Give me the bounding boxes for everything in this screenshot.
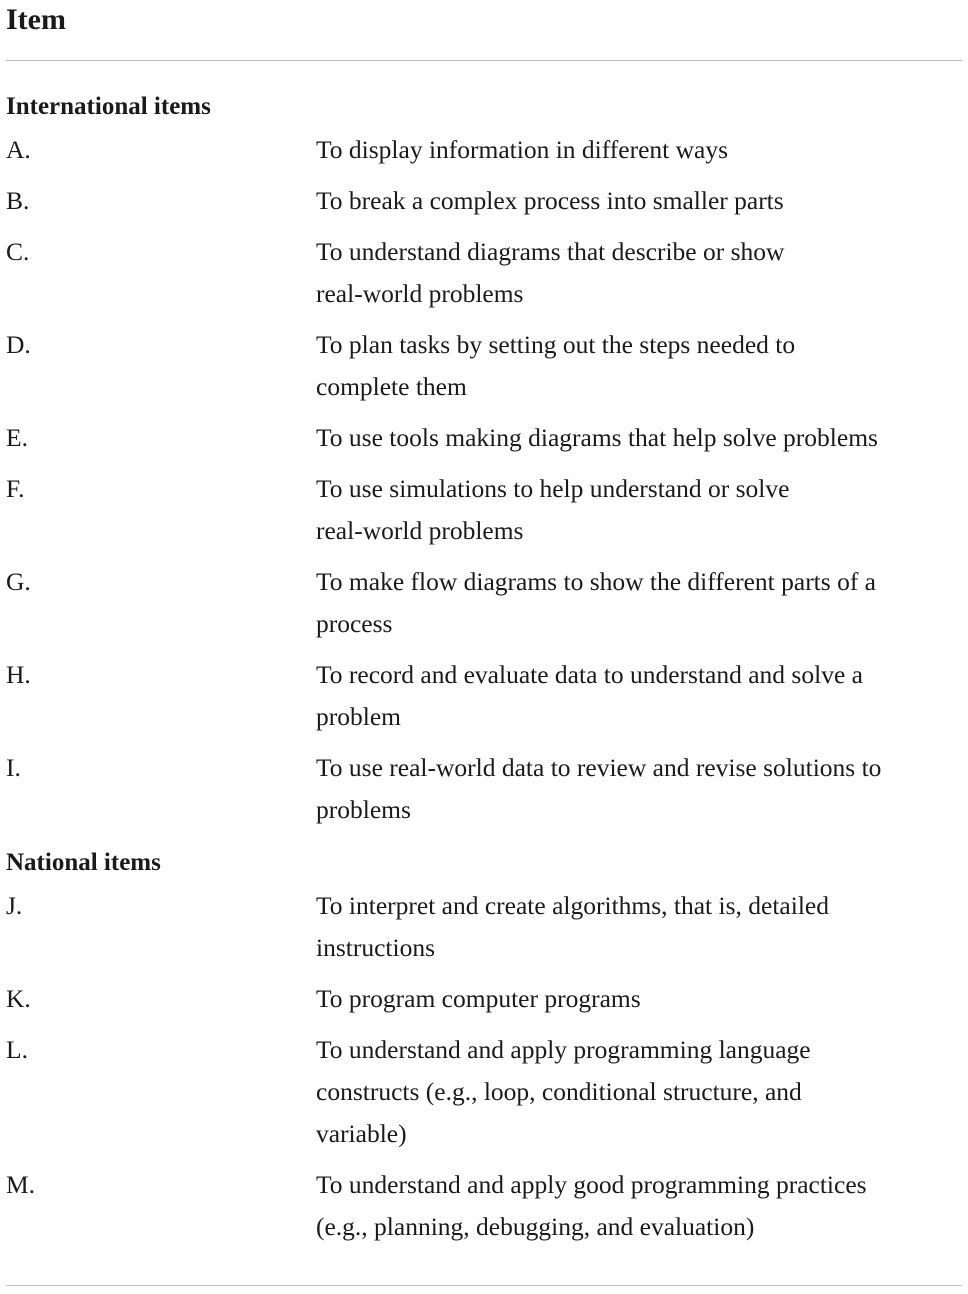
header-rule (6, 60, 962, 61)
description-line: To program computer programs (316, 984, 641, 1013)
table-row (6, 885, 962, 969)
item-code: F. (6, 474, 25, 503)
table-row (6, 231, 962, 315)
description-line: To use simulations to help understand or solve (316, 474, 790, 503)
item-code: M. (6, 1170, 36, 1199)
description-line: To break a complex process into smaller parts (316, 186, 784, 215)
item-code: G. (6, 567, 31, 596)
table-row (6, 1164, 962, 1248)
item-description (316, 180, 962, 222)
description-line: instructions (316, 933, 435, 962)
description-line: To use real-world data to review and revise solutions to (316, 753, 882, 782)
description-line: problem (316, 702, 401, 731)
description-line: To understand and apply programming language (316, 1035, 811, 1064)
table-row (6, 324, 962, 408)
description-line: To plan tasks by setting out the steps needed to (316, 330, 796, 359)
item-description (316, 1029, 962, 1155)
table-row (6, 468, 962, 552)
description-line: To display information in different ways (316, 135, 729, 164)
item-code: D. (6, 330, 31, 359)
item-code: L. (6, 1035, 28, 1064)
description-line: problems (316, 795, 411, 824)
item-code: H. (6, 660, 31, 689)
item-description (316, 885, 962, 969)
column-header-item: Item (6, 3, 66, 36)
item-description (316, 231, 962, 315)
description-line: To use tools making diagrams that help solve problems (316, 423, 878, 452)
description-line: (e.g., planning, debugging, and evaluation) (316, 1212, 755, 1241)
item-description (316, 978, 962, 1020)
table-row (6, 978, 962, 1020)
description-line: complete them (316, 372, 467, 401)
item-code: A. (6, 135, 31, 164)
table-row (6, 180, 962, 222)
footer-rule (6, 1285, 962, 1286)
table-row (6, 129, 962, 171)
description-line: real-world problems (316, 516, 524, 545)
item-description (316, 468, 962, 552)
section-heading: National items (6, 849, 161, 876)
item-code: K. (6, 984, 31, 1013)
item-description (316, 129, 962, 171)
item-code: B. (6, 186, 30, 215)
description-line: To interpret and create algorithms, that is, detailed (316, 891, 829, 920)
table-row (6, 1029, 962, 1155)
item-code: J. (6, 891, 23, 920)
description-line: constructs (e.g., loop, conditional structure, and (316, 1077, 802, 1106)
description-line: To record and evaluate data to understand and solve a (316, 660, 863, 689)
table-body (6, 84, 962, 1257)
section-heading: International items (6, 93, 211, 120)
table-row (6, 654, 962, 738)
item-description (316, 561, 962, 645)
table-row (6, 747, 962, 831)
item-description (316, 324, 962, 408)
item-code: I. (6, 753, 21, 782)
description-line: To understand diagrams that describe or show (316, 237, 785, 266)
item-description (316, 747, 962, 831)
description-line: real-world problems (316, 279, 524, 308)
description-line: To make flow diagrams to show the different parts of a (316, 567, 877, 596)
description-line: To understand and apply good programming practices (316, 1170, 867, 1199)
description-line: variable) (316, 1119, 407, 1148)
item-description (316, 1164, 962, 1248)
table-row (6, 417, 962, 459)
item-description (316, 417, 962, 459)
description-line: process (316, 609, 393, 638)
item-code: C. (6, 237, 30, 266)
item-code: E. (6, 423, 28, 452)
table-row (6, 561, 962, 645)
item-description (316, 654, 962, 738)
